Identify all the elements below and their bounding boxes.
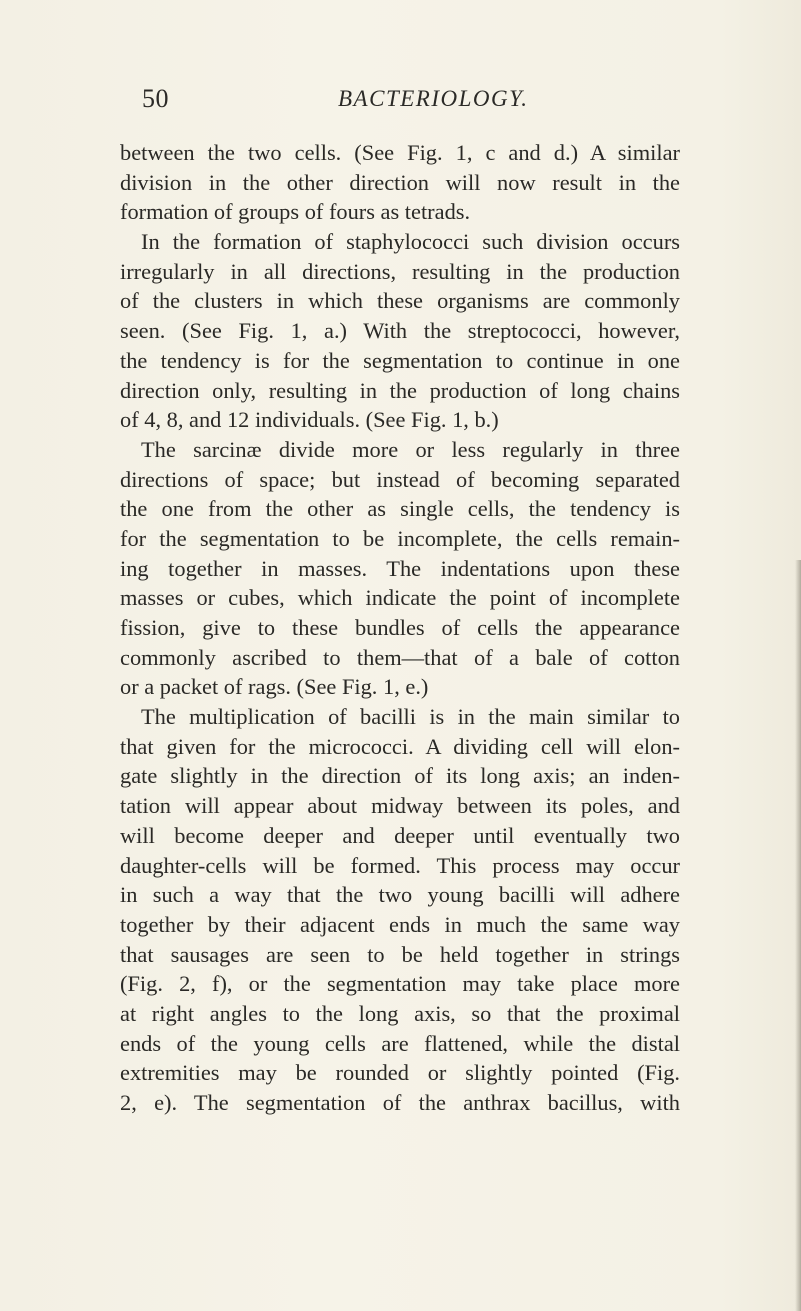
text-line: will become deeper and deeper until eventually two	[120, 822, 680, 848]
text-line: together by their adjacent ends in much the same way	[120, 911, 680, 937]
text-line: seen. (See Fig. 1, a.) With the streptococci, however,	[120, 318, 680, 344]
text-line: that sausages are seen to be held together in strings	[120, 941, 680, 967]
text-line: tation will appear about midway between its poles, and	[120, 793, 680, 819]
text-line: ends of the young cells are flattened, while the distal	[120, 1030, 680, 1056]
running-head	[0, 84, 801, 124]
text-line: in such a way that the two young bacilli will adhere	[120, 882, 680, 908]
text-line: gate slightly in the direction of its long axis; an inden-	[120, 763, 680, 789]
text-line: of 4, 8, and 12 individuals. (See Fig. 1, b.)	[120, 407, 499, 433]
text-line: between the two cells. (See Fig. 1, c and d.) A similar	[120, 140, 680, 165]
body-text	[120, 138, 680, 1118]
text-line: daughter-cells will be formed. This process may occur	[120, 852, 680, 878]
text-line: division in the other direction will now result in the	[120, 169, 680, 195]
running-title: BACTERIOLOGY.	[338, 86, 529, 111]
text-line: the one from the other as single cells, the tendency is	[120, 496, 680, 522]
text-line: The multiplication of bacilli is in the main similar to	[141, 704, 680, 730]
text-line: (Fig. 2, f), or the segmentation may take place more	[120, 971, 680, 997]
text-line: at right angles to the long axis, so that the proximal	[120, 1000, 680, 1026]
text-line: the tendency is for the segmentation to continue in one	[120, 347, 680, 373]
text-line: for the segmentation to be incomplete, the cells remain-	[120, 525, 680, 551]
text-line: fission, give to these bundles of cells the appearance	[120, 615, 680, 640]
text-line: of the clusters in which these organisms are commonly	[120, 288, 680, 314]
text-line: formation of groups of fours as tetrads.	[120, 199, 471, 225]
text-line: irregularly in all directions, resulting in the production	[120, 258, 680, 284]
text-line: directions of space; but instead of becoming separated	[120, 466, 680, 492]
text-line: commonly ascribed to them—that of a bale of cotton	[120, 644, 680, 670]
text-line: direction only, resulting in the production of long chains	[120, 377, 680, 403]
text-line: that given for the micrococci. A dividing cell will elon-	[120, 733, 680, 759]
text-line: 2, e). The segmentation of the anthrax bacillus, with	[120, 1090, 680, 1115]
text-line: ing together in masses. The indentations upon these	[120, 555, 680, 581]
text-line: masses or cubes, which indicate the point of incomplete	[120, 585, 680, 611]
text-line: The sarcinæ divide more or less regularly in three	[141, 436, 680, 462]
text-line: In the formation of staphylococci such division occurs	[141, 229, 680, 255]
page-number: 50	[142, 84, 169, 113]
text-line: extremities may be rounded or slightly pointed (Fig.	[120, 1060, 680, 1086]
text-line: or a packet of rags. (See Fig. 1, e.)	[120, 674, 429, 700]
page-edge-shadow	[795, 560, 801, 1311]
